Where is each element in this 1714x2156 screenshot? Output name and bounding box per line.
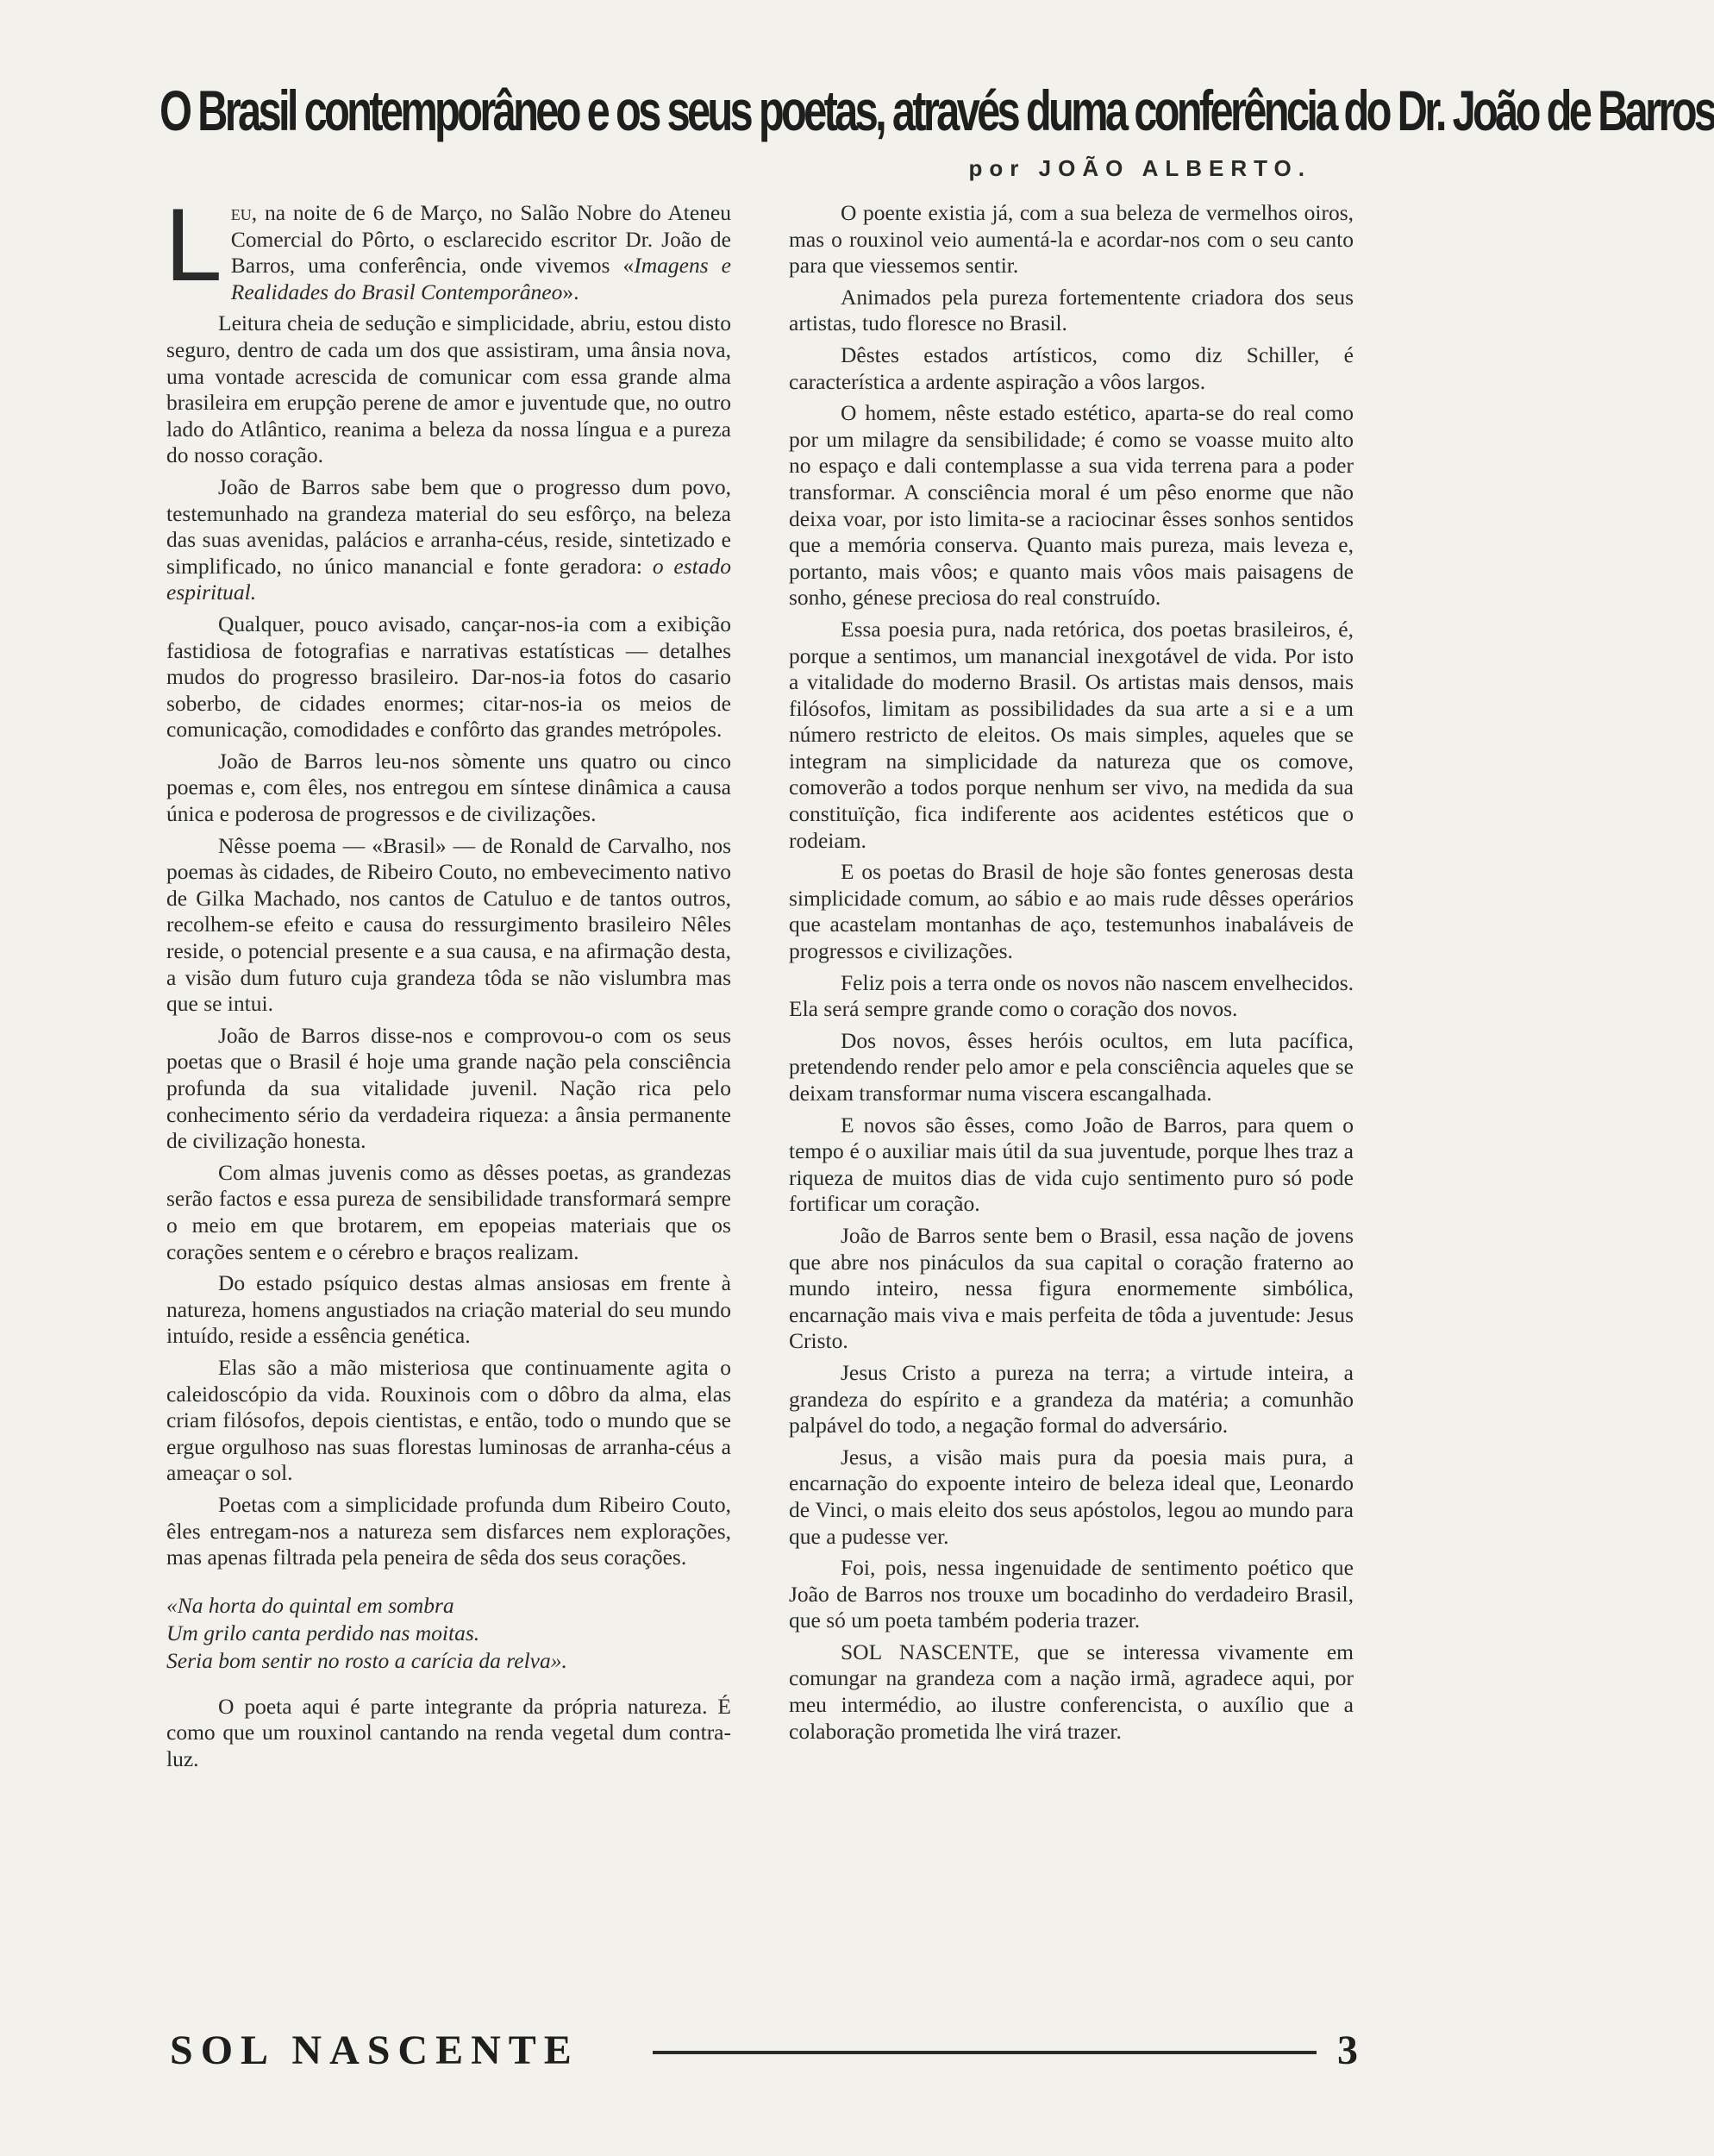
paragraph: Essa poesia pura, nada retórica, dos poetas brasileiros, é, porque a sentimos, um manancial inexgotável de vida. Por isto a vitalidade do moderno Brasil. Os artistas mais densos, mais filósofos, limitam as possibilidades da sua arte a si e a um número restricto de eleitos. Os mais simples, aqueles que se integram na simplicidade da natureza que os comove, comoverão a todos porque nenhum ser vivo, na medida da sua constituïção, fica indiferente aos acidentes estéticos que o rodeiam. bbox=[789, 616, 1354, 853]
paragraph: Jesus Cristo a pureza na terra; a virtude inteira, a grandeza do espírito e a grandeza da matéria; a comunhão palpável do todo, a negação formal do adversário. bbox=[789, 1359, 1354, 1438]
paragraph: Com almas juvenis como as dêsses poetas, as grandezas serão factos e essa pureza de sensibilidade transformará sempre o meio em que brotarem, em epopeias materiais que os corações sentem e o cérebro e braços realizam. bbox=[166, 1159, 731, 1264]
paragraph: Animados pela pureza fortementente criadora dos seus artistas, tudo floresce no Brasil. bbox=[789, 284, 1354, 336]
drop-cap: L bbox=[165, 187, 222, 303]
paragraph bbox=[165, 187, 731, 305]
emphasis-text: o estado espiritual. bbox=[166, 553, 732, 605]
poem-line: «Na horta do quintal em sombra bbox=[166, 1592, 454, 1618]
paragraph: Foi, pois, nessa ingenuidade de sentimento poético que João de Barros nos trouxe um bocadinho do verdadeiro Brasil, que só um poeta também poderia trazer. bbox=[789, 1555, 1354, 1633]
opening-word: eu bbox=[230, 200, 252, 225]
page-footer bbox=[170, 2027, 1360, 2078]
paragraph: Elas são a mão misteriosa que continuamente agita o caleidoscópio da vida. Rouxinois com o dôbro da alma, elas criam filósofos, depois cientistas, e então, todo o mundo que se ergue orgulhoso nas suas florestas luminosas de arranha-céus a ameaçar o sol. bbox=[166, 1354, 731, 1486]
paragraph: Dos novos, êsses heróis ocultos, em luta pacífica, pretendendo render pelo amor e pela consciência aqueles que se deixam transformar numa viscera escangalhada. bbox=[789, 1027, 1354, 1106]
article-byline: por JOÃO ALBERTO. bbox=[968, 155, 1311, 181]
paragraph: Leitura cheia de sedução e simplicidade, abriu, estou disto seguro, dentro de cada um dos que assistiram, uma ânsia nova, uma vontade acrescida de comunicar com essa grande alma brasileira em erupção perene de amor e juventude que, no outro lado do Atlântico, reanima a beleza da nossa língua e a pureza do nosso coração. bbox=[166, 310, 731, 468]
paragraph: Feliz pois a terra onde os novos não nascem envelhecidos. Ela será sempre grande como o coração dos novos. bbox=[789, 969, 1354, 1022]
paragraph: O homem, nêste estado estético, aparta-se do real como por um milagre da sensibilidade; é como se voasse muito alto no espaço e dali contemplasse a sua vida terrena para a poder transformar. A consciência moral é um pêso enorme que não deixa voar, por isto limita-se a raciocinar êsses sonhos sentidos que a memória conserva. Quanto mais pureza, mais leveza e, portanto, mais vôos; e quanto mais vôos mais paisagens de sonho, génese preciosa do real construído. bbox=[789, 400, 1354, 611]
right-column bbox=[789, 200, 1354, 1750]
paragraph: Jesus, a visão mais pura da poesia mais pura, a encarnação do expoente inteiro de beleza ideal que, Leonardo de Vinci, o mais eleito dos seus apóstolos, legou ao mundo para que a pudesse ver. bbox=[789, 1444, 1354, 1549]
poem-line: Um grilo canta perdido nas moitas. bbox=[166, 1620, 480, 1645]
paragraph: João de Barros disse-nos e comprovou-o com os seus poetas que o Brasil é hoje uma grande nação pela consciência profunda da sua vitalidade juvenil. Nação rica pelo conhecimento sério da verdadeira riqueza: a ânsia permanente de civilização honesta. bbox=[166, 1022, 731, 1154]
paragraph-text: ». bbox=[562, 279, 579, 304]
poem-quote bbox=[166, 1592, 731, 1675]
paragraph: Poetas com a simplicidade profunda dum Ribeiro Couto, êles entregam-nos a natureza sem disfarces nem explorações, mas apenas filtrada pela peneira de sêda dos seus corações. bbox=[166, 1491, 731, 1570]
paragraph: E os poetas do Brasil de hoje são fontes generosas desta simplicidade comum, ao sábio e ao mais rude dêsses operários que acastelam montanhas de aço, testemunhos inabaláveis de progressos e civilizações. bbox=[789, 859, 1354, 964]
paragraph: O poeta aqui é parte integrante da própria natureza. É como que um rouxinol cantando na renda vegetal dum contra-luz. bbox=[166, 1693, 731, 1771]
conference-title: Imagens e Realidades do Brasil Contemporâneo bbox=[230, 253, 731, 304]
paragraph: Qualquer, pouco avisado, cançar-nos-ia com a exibição fastidiosa de fotografias e narrativas estatísticas — detalhes mudos do progresso brasileiro. Dar-nos-ia fotos do casario soberbo, de cidades enormes; citar-nos-ia os meios de comunicação, comodidades e confôrto das grandes metrópoles. bbox=[166, 611, 731, 743]
paragraph: João de Barros sente bem o Brasil, essa nação de jovens que abre nos pináculos da sua capital o coração fraterno ao mundo inteiro, nessa figura enormemente simbólica, encarnação mais viva e mais perfeita de tôda a juventude: Jesus Cristo. bbox=[789, 1222, 1354, 1354]
paragraph: SOL NASCENTE, que se interessa vivamente em comungar na grandeza com a nação irmã, agradece aqui, por meu intermédio, ao ilustre conferencista, o auxílio que a colaboração prometida lhe virá trazer. bbox=[789, 1639, 1354, 1744]
paragraph: João de Barros leu-nos sòmente uns quatro ou cinco poemas e, com êles, nos entregou em síntese dinâmica a causa única e poderosa de progressos e de civilizações. bbox=[166, 748, 731, 827]
paragraph: E novos são êsses, como João de Barros, para quem o tempo é o auxiliar mais útil da sua juventude, porque lhes traz a riqueza de muitos dias de vida cujo sentimento puro só pode fortificar um coração. bbox=[789, 1112, 1354, 1217]
poem-line: Seria bom sentir no rosto a carícia da relva». bbox=[166, 1647, 567, 1673]
publication-name: SOL NASCENTE bbox=[170, 2028, 579, 2073]
paragraph-text: João de Barros sabe bem que o progresso dum povo, testemunhado na grandeza material do seu esfôrço, na beleza das suas avenidas, palácios e arranha-céus, reside, sintetizado e simplificado, no único manancial e fonte geradora: bbox=[166, 473, 731, 579]
paragraph bbox=[166, 474, 731, 606]
left-column bbox=[165, 187, 732, 1777]
paragraph-text: , na noite de 6 de Março, no Salão Nobre do Ateneu Comercial do Pôrto, o esclarecido escritor Dr. João de Barros, uma conferência, onde vivemos « bbox=[230, 200, 731, 279]
paragraph: Do estado psíquico destas almas ansiosas em frente à natureza, homens angustiados na criação material do seu mundo intuído, reside a essência genética. bbox=[166, 1270, 731, 1349]
article-title: O Brasil contemporâneo e os seus poetas, através duma conferência do Dr. João de Barros bbox=[160, 78, 1714, 142]
page-number: 3 bbox=[1337, 2028, 1358, 2073]
paragraph: O poente existia já, com a sua beleza de vermelhos oiros, mas o rouxinol veio aumentá-la e acordar-nos com o seu canto para que viessemos sentir. bbox=[789, 200, 1354, 279]
paragraph: Nêsse poema — «Brasil» — de Ronald de Carvalho, nos poemas às cidades, de Ribeiro Couto, no embevecimento nativo de Gilka Machado, nos cantos de Catuluo e de tantos outros, recolhem-se efeito e causa do ressurgimento brasileiro Nêles reside, o potencial presente e a sua causa, e na afirmação desta, a visão dum futuro cuja grandeza tôda se não vislumbra mas que se intui. bbox=[166, 832, 731, 1017]
footer-rule bbox=[653, 2051, 1317, 2054]
paragraph: Dêstes estados artísticos, como diz Schiller, é característica a ardente aspiração a vôos largos. bbox=[789, 342, 1354, 394]
